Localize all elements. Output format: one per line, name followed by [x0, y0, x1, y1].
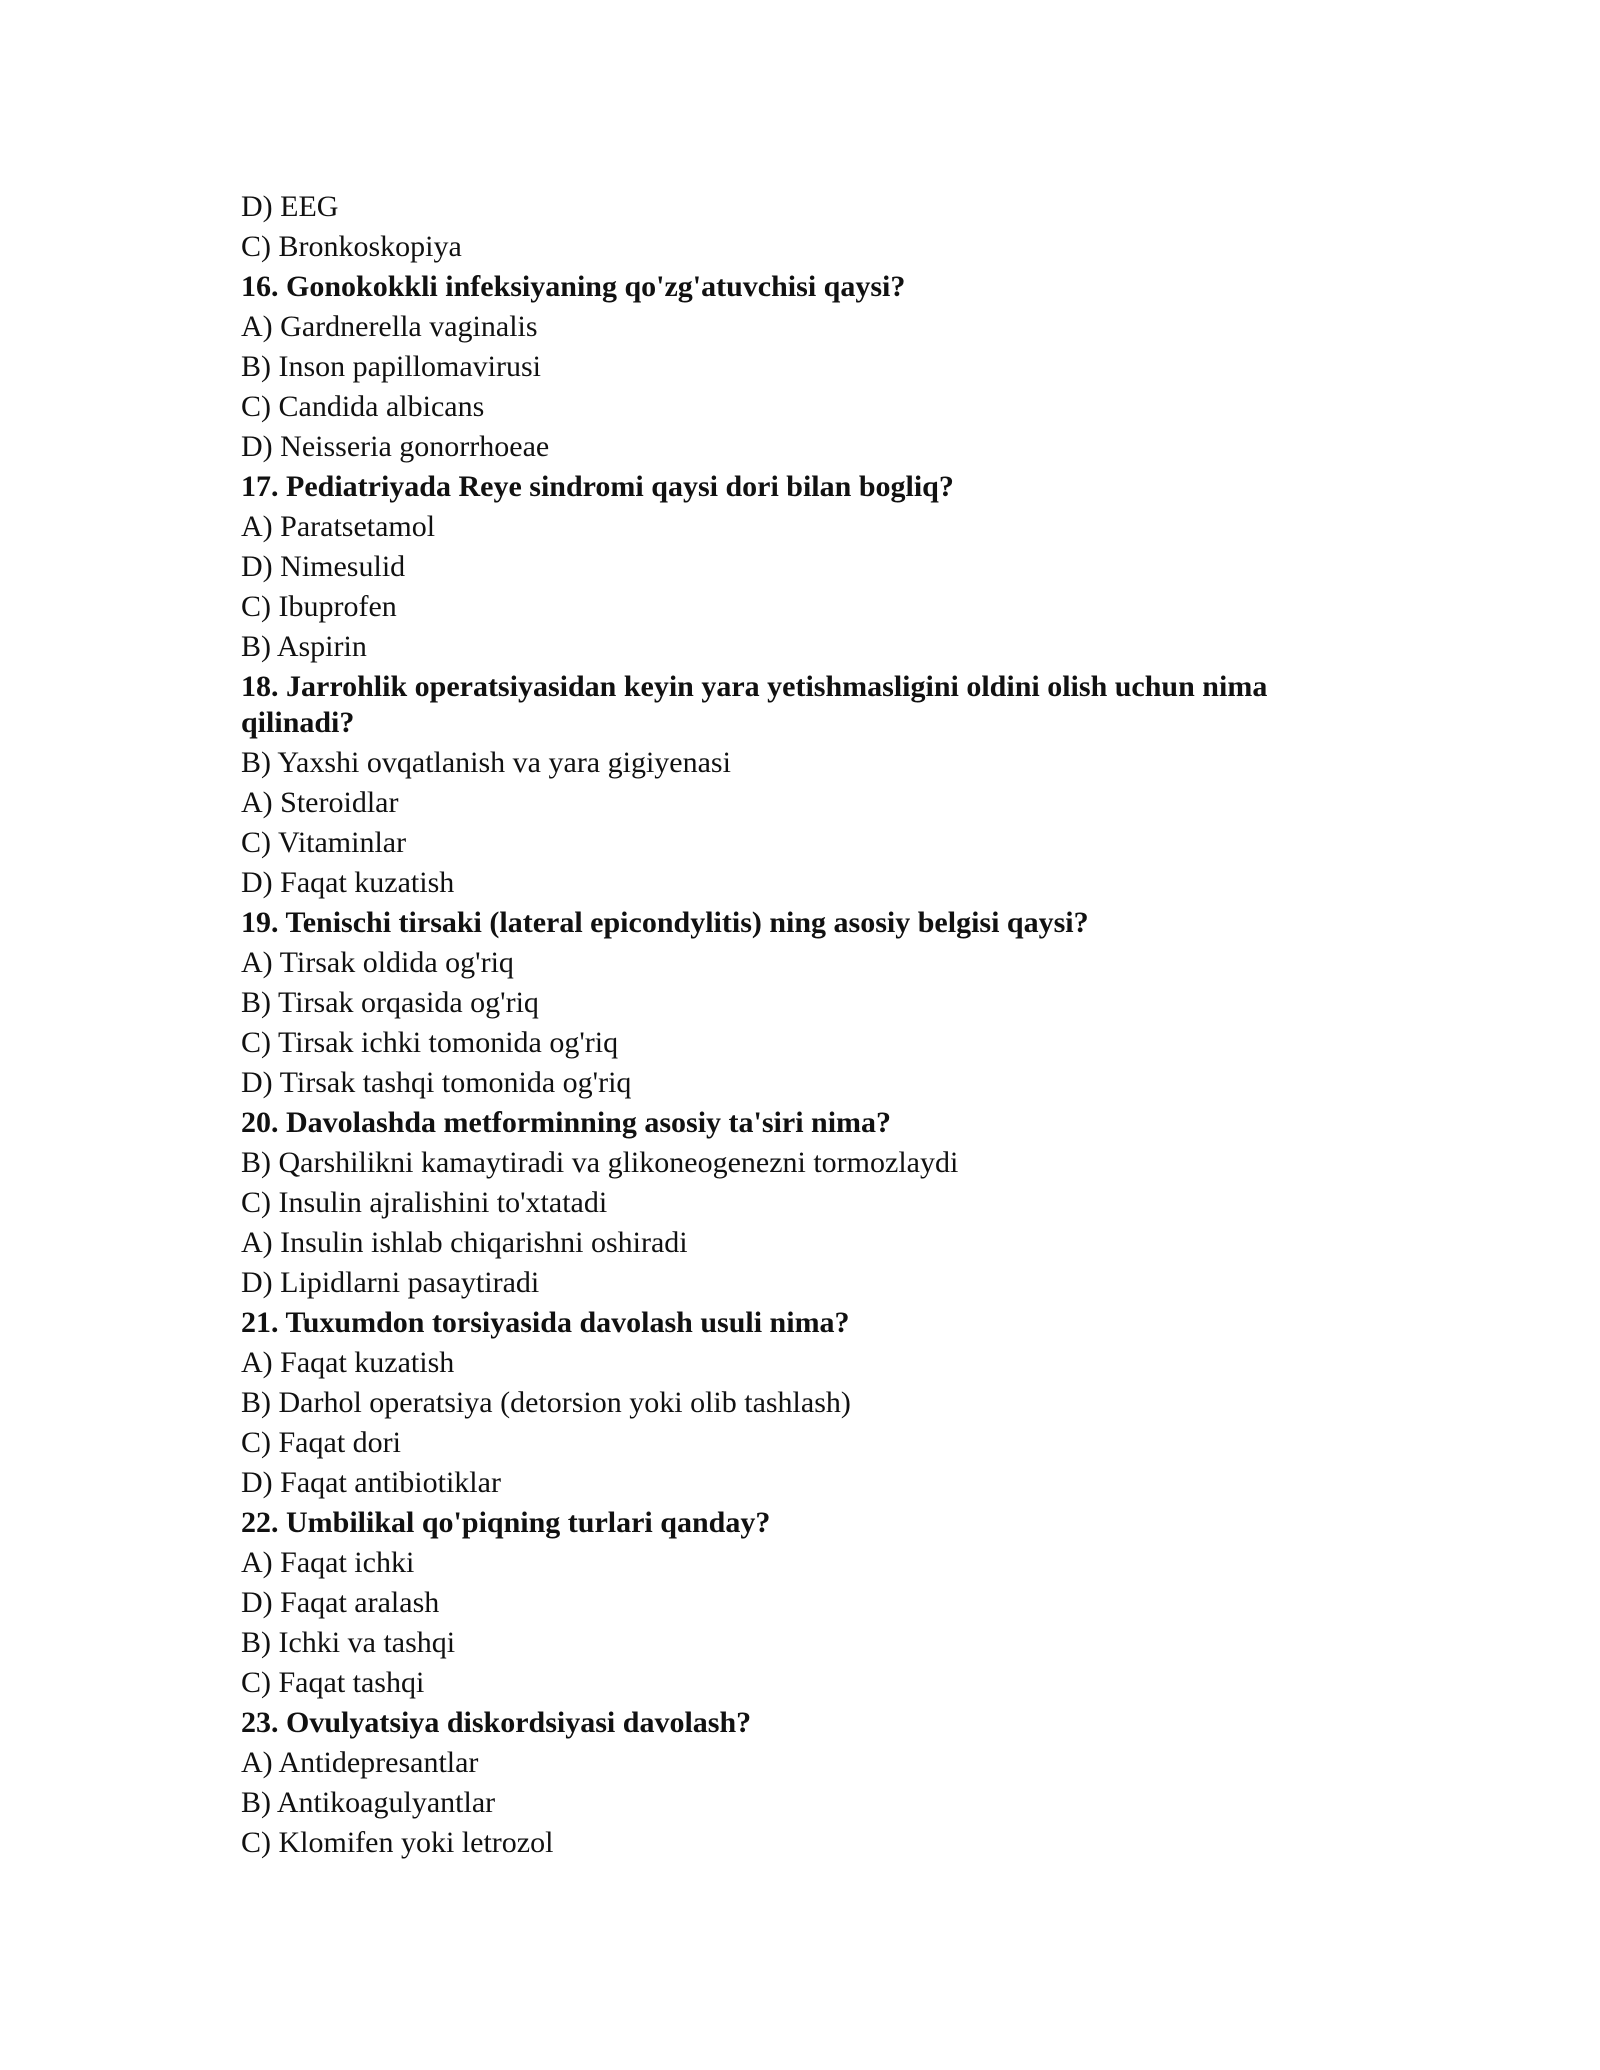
document-body	[241, 187, 1341, 1863]
answer-option: C) Klomifen yoki letrozol	[241, 1826, 554, 1859]
answer-option: B) Tirsak orqasida og'riq	[241, 986, 539, 1019]
question-heading: 16. Gonokokkli infeksiyaning qo'zg'atuvchisi qaysi?	[241, 270, 906, 303]
answer-option: A) Tirsak oldida og'riq	[241, 946, 514, 979]
answer-option: C) Bronkoskopiya	[241, 230, 462, 263]
answer-option: C) Faqat dori	[241, 1426, 401, 1459]
answer-option: D) Faqat aralash	[241, 1586, 440, 1619]
answer-option: C) Ibuprofen	[241, 590, 397, 623]
answer-option: D) Tirsak tashqi tomonida og'riq	[241, 1066, 632, 1099]
answer-option: C) Vitaminlar	[241, 826, 407, 859]
question-heading: 17. Pediatriyada Reye sindromi qaysi dori bilan bogliq?	[241, 470, 954, 503]
answer-option: A) Faqat kuzatish	[241, 1346, 455, 1379]
question-heading: 22. Umbilikal qo'piqning turlari qanday?	[241, 1506, 771, 1539]
answer-option: C) Faqat tashqi	[241, 1666, 425, 1699]
answer-option: A) Steroidlar	[241, 786, 399, 819]
question-heading: 20. Davolashda metforminning asosiy ta'siri nima?	[241, 1106, 892, 1139]
answer-option: B) Darhol operatsiya (detorsion yoki olib tashlash)	[241, 1386, 851, 1419]
answer-option: A) Insulin ishlab chiqarishni oshiradi	[241, 1226, 688, 1259]
answer-option: B) Antikoagulyantlar	[241, 1786, 496, 1819]
answer-option: C) Tirsak ichki tomonida og'riq	[241, 1026, 619, 1059]
answer-option: D) Lipidlarni pasaytiradi	[241, 1266, 540, 1299]
answer-option: B) Aspirin	[241, 630, 367, 663]
answer-option: A) Faqat ichki	[241, 1546, 415, 1579]
question-heading: 23. Ovulyatsiya diskordsiyasi davolash?	[241, 1706, 752, 1739]
answer-option: B) Ichki va tashqi	[241, 1626, 456, 1659]
question-heading: 18. Jarrohlik operatsiyasidan keyin yara yetishmasligini oldini olish uchun nima qilinadi?	[241, 670, 1268, 739]
answer-option: D) Faqat kuzatish	[241, 866, 455, 899]
answer-option: D) Nimesulid	[241, 550, 406, 583]
answer-option: B) Qarshilikni kamaytiradi va glikoneogenezni tormozlaydi	[241, 1146, 959, 1179]
answer-option: B) Yaxshi ovqatlanish va yara gigiyenasi	[241, 746, 731, 779]
question-heading: 19. Tenischi tirsaki (lateral epicondylitis) ning asosiy belgisi qaysi?	[241, 906, 1089, 939]
answer-option: C) Candida albicans	[241, 390, 485, 423]
answer-option: D) Neisseria gonorrhoeae	[241, 430, 550, 463]
answer-option: C) Insulin ajralishini to'xtatadi	[241, 1186, 608, 1219]
answer-option: A) Paratsetamol	[241, 510, 436, 543]
answer-option: D) Faqat antibiotiklar	[241, 1466, 501, 1499]
answer-option: D) EEG	[241, 190, 339, 223]
answer-option: A) Gardnerella vaginalis	[241, 310, 538, 343]
question-heading: 21. Tuxumdon torsiyasida davolash usuli nima?	[241, 1306, 850, 1339]
answer-option: A) Antidepresantlar	[241, 1746, 479, 1779]
answer-option: B) Inson papillomavirusi	[241, 350, 541, 383]
